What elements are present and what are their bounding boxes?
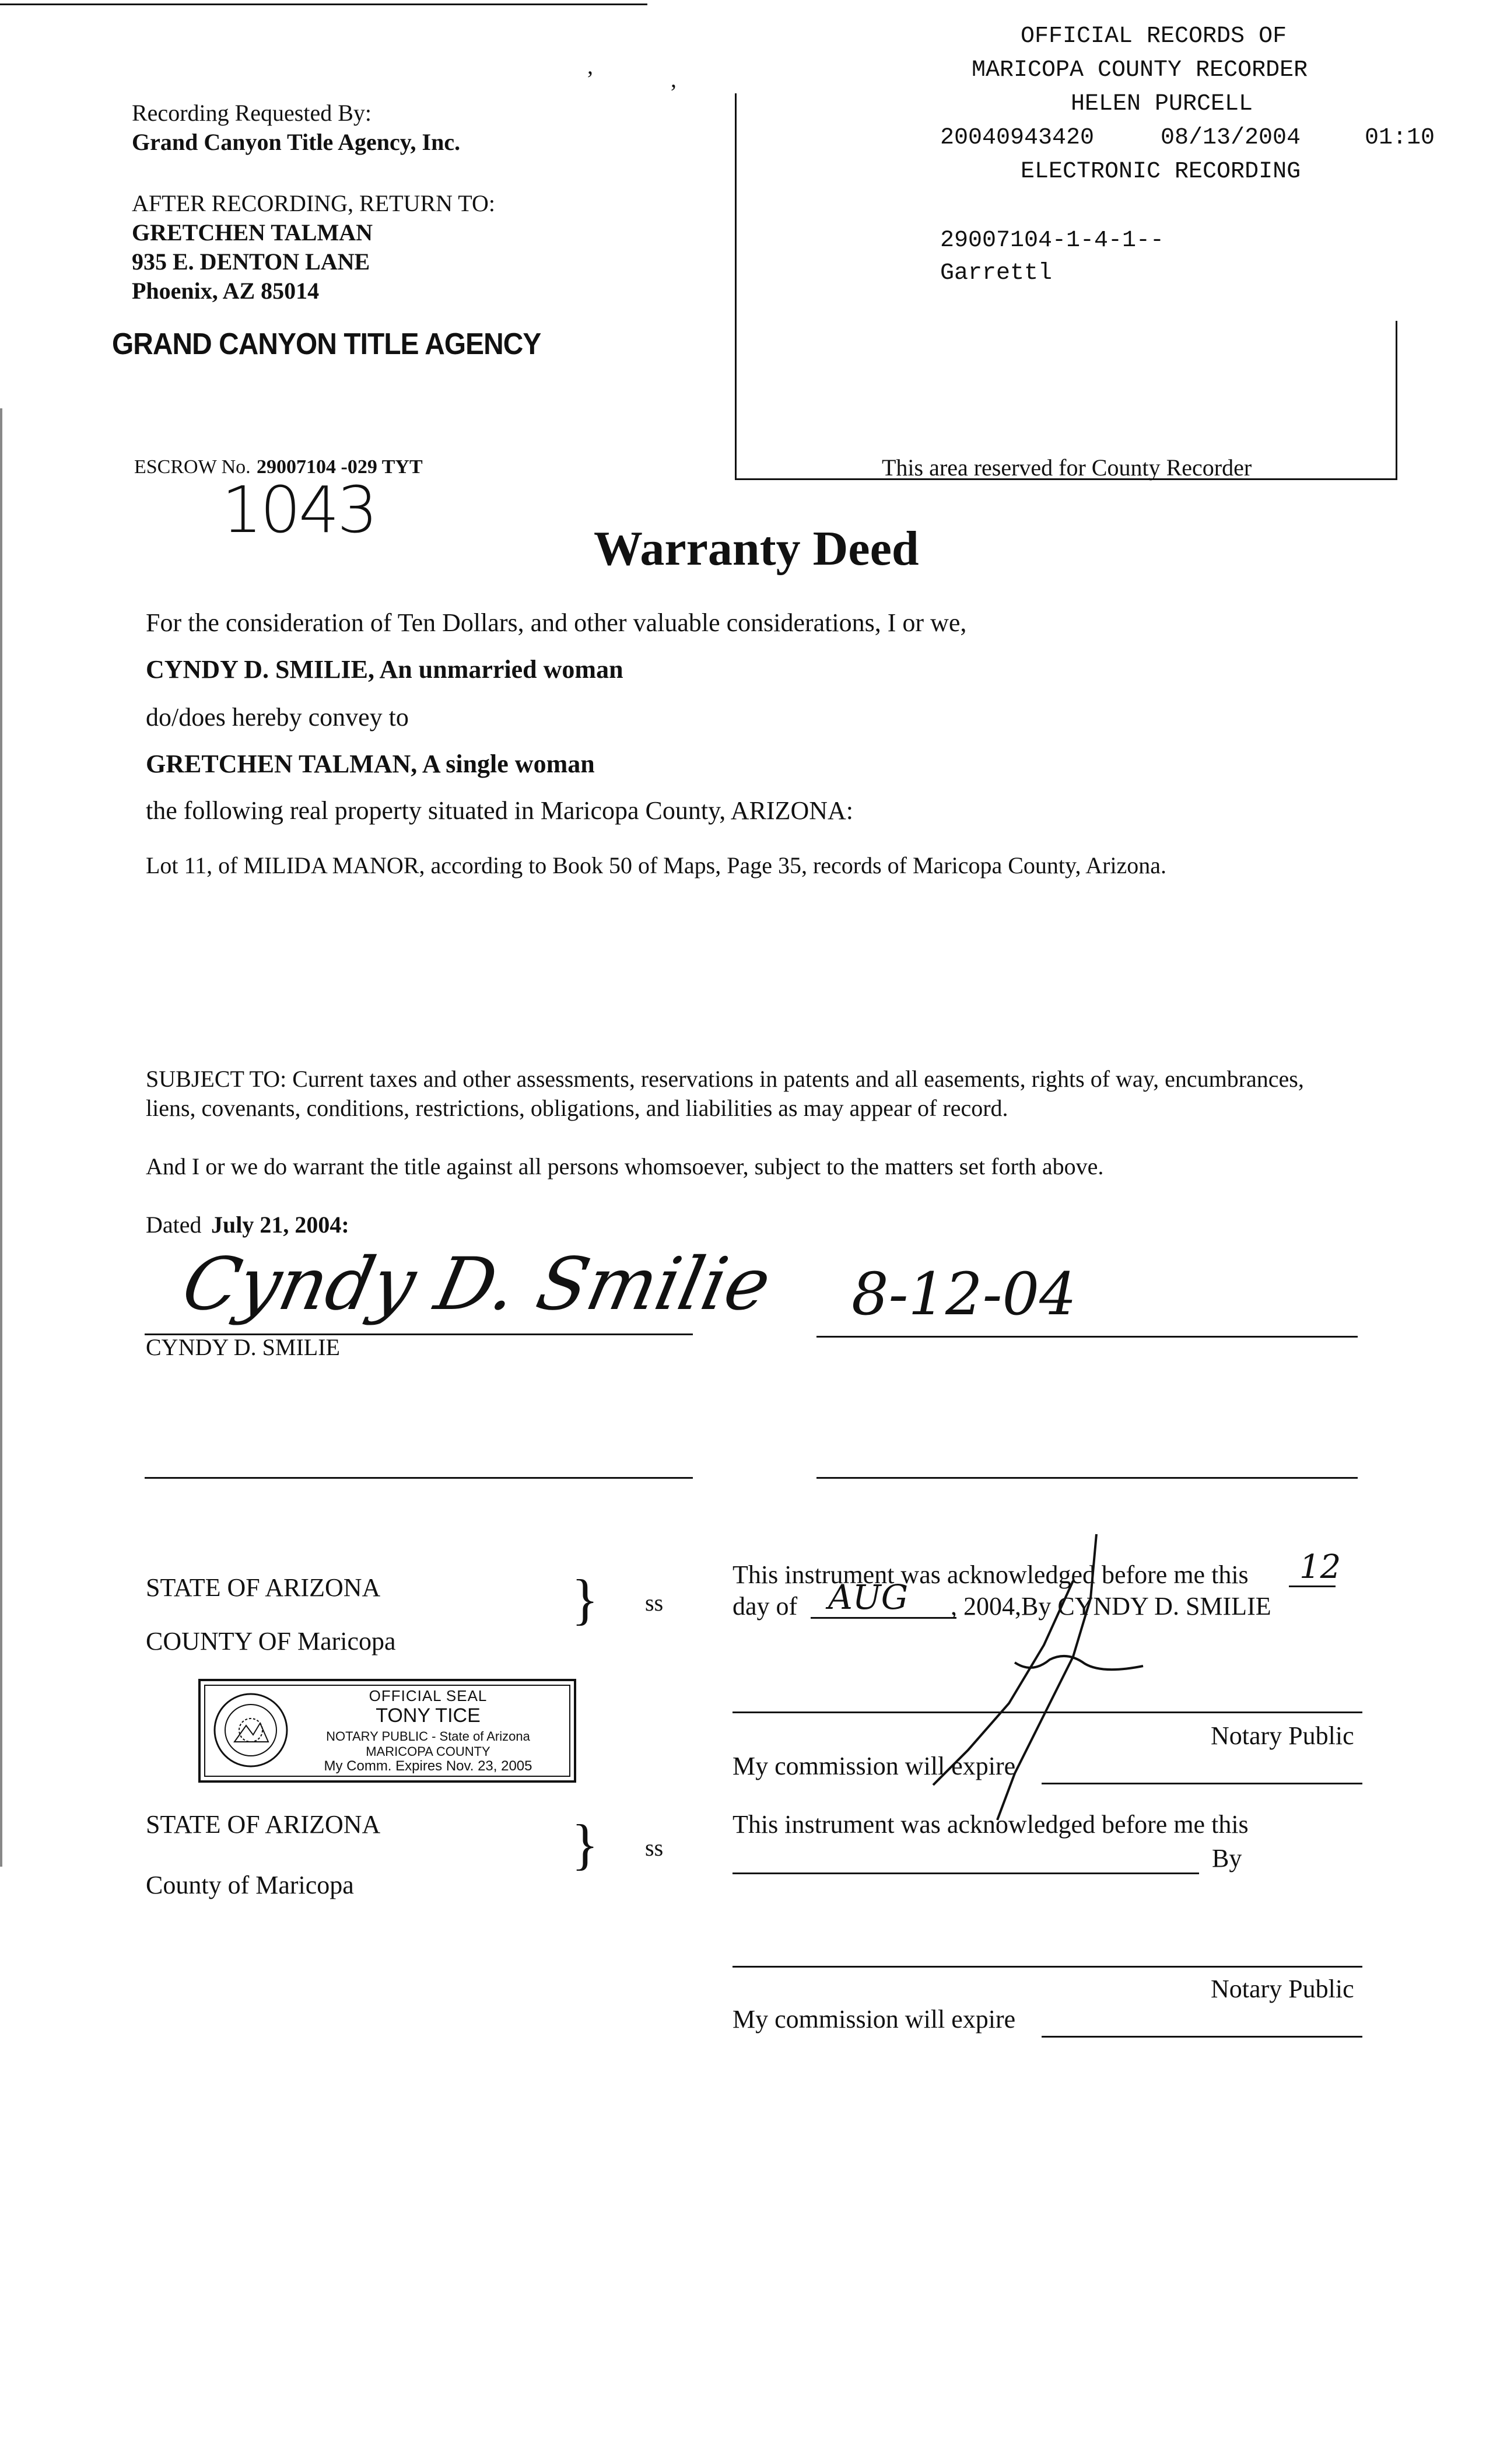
blank-signature-line-1 [145,1477,693,1479]
consideration-text: For the consideration of Ten Dollars, and other valuable considerations, I or we, [146,608,967,637]
recorder-clerk: Garrettl [940,260,1053,286]
date-line [816,1336,1358,1338]
notary1-ack-day: 12 [1299,1548,1341,1586]
property-intro: the following real property situated in Maricopa County, ARIZONA: [146,796,854,825]
seal-line-3: NOTARY PUBLIC - State of Arizona [326,1729,530,1744]
return-to-name: GRETCHEN TALMAN [132,219,373,246]
scan-mark: ‚ [670,66,678,92]
scan-edge [0,408,2,1867]
recorder-ref: 29007104-1-4-1-- [940,228,1165,254]
notary1-signature-line [733,1712,1362,1713]
notary1-ss: ss [645,1590,664,1616]
notary1-state: STATE OF ARIZONA [146,1573,381,1602]
recorder-line-2: MARICOPA COUNTY RECORDER [972,57,1308,83]
notary1-day-line [1289,1586,1336,1587]
notary1-month: AUG [828,1577,909,1617]
notary2-notary-public: Notary Public [1211,1975,1354,2003]
escrow-number: 29007104 -029 TYT [257,456,423,478]
seal-line-1: OFFICIAL SEAL [369,1687,488,1704]
requested-name: Grand Canyon Title Agency, Inc. [132,129,461,155]
notary1-notary-public: Notary Public [1211,1721,1354,1750]
recorder-time: 01:10 [1365,125,1435,151]
recorder-reserved-label: This area reserved for County Recorder [882,454,1252,481]
handwritten-number: 1043 [222,473,376,547]
notary2-brace: } [572,1813,599,1875]
warrant-text: And I or we do warrant the title against all persons whomsoever, subject to the matters set forth above. [146,1153,1104,1180]
notary2-ss: ss [645,1835,664,1861]
notary1-commission-line [1042,1783,1362,1784]
legal-description: Lot 11, of MILIDA MANOR, according to Book 50 of Maps, Page 35, records of Maricopa County, Arizona. [146,852,1167,878]
escrow-label: ESCROW No. [134,456,251,478]
grantor: CYNDY D. SMILIE, An unmarried woman [146,655,623,684]
signer-printed-name: CYNDY D. SMILIE [146,1334,340,1360]
notary1-year-by: , 2004,By CYNDY D. SMILIE [951,1592,1271,1620]
top-rule [0,4,647,5]
dated-value: July 21, 2004: [211,1212,349,1238]
notary2-ack-line: This instrument was acknowledged before me this [733,1810,1249,1839]
return-to-street: 935 E. DENTON LANE [132,249,370,275]
notary2-by: By [1212,1844,1242,1873]
recorder-line-5: ELECTRONIC RECORDING [1021,159,1301,185]
grantor-signature: Cyndy D. Smilie [175,1242,778,1326]
document-title: Warranty Deed [594,522,919,576]
notary2-state: STATE OF ARIZONA [146,1810,381,1839]
scan-mark: ’ [586,66,594,92]
notary2-ack-blank-line [733,1873,1199,1874]
recorder-date: 08/13/2004 [1161,125,1301,151]
county-recorder-box [735,93,1397,480]
notary-signature-scribble [898,1528,1166,1832]
subject-to-line-2: liens, covenants, conditions, restrictions, obligations, and liabilities as may appear of record. [146,1095,1008,1121]
return-to-label: AFTER RECORDING, RETURN TO: [132,190,496,216]
recorder-line-3: HELEN PURCELL [1071,91,1253,117]
agency-stamp: GRAND CANYON TITLE AGENCY [112,327,541,361]
blank-signature-line-2 [816,1477,1358,1479]
requested-label: Recording Requested By: [132,100,372,126]
seal-line-5: My Comm. Expires Nov. 23, 2005 [324,1758,532,1774]
notary2-county: County of Maricopa [146,1871,354,1899]
seal-line-4: MARICOPA COUNTY [366,1744,490,1759]
notary1-brace: } [572,1568,599,1630]
notary1-ack-line: This instrument was acknowledged before me this [733,1560,1249,1589]
notary1-county: COUNTY OF Maricopa [146,1627,396,1656]
recorder-doc-number: 20040943420 [940,125,1095,151]
signature-date: 8-12-04 [851,1260,1077,1328]
seal-line-2: TONY TICE [376,1704,481,1727]
notary1-day-of: day of [733,1592,798,1620]
notary1-commission: My commission will expire [733,1752,1016,1780]
notary2-signature-line [733,1966,1362,1968]
return-to-city: Phoenix, AZ 85014 [132,278,320,304]
recorder-line-1: OFFICIAL RECORDS OF [1021,23,1287,50]
dated-label: Dated [146,1212,202,1238]
subject-to-line-1: SUBJECT TO: Current taxes and other assessments, reservations in patents and all easements, rights of way, encumbrances, [146,1066,1304,1092]
notary-seal [198,1679,576,1783]
notary2-commission-line [1042,2036,1362,2038]
notary2-commission: My commission will expire [733,2005,1016,2034]
grantee: GRETCHEN TALMAN, A single woman [146,750,595,778]
convey-text: do/does hereby convey to [146,703,409,732]
